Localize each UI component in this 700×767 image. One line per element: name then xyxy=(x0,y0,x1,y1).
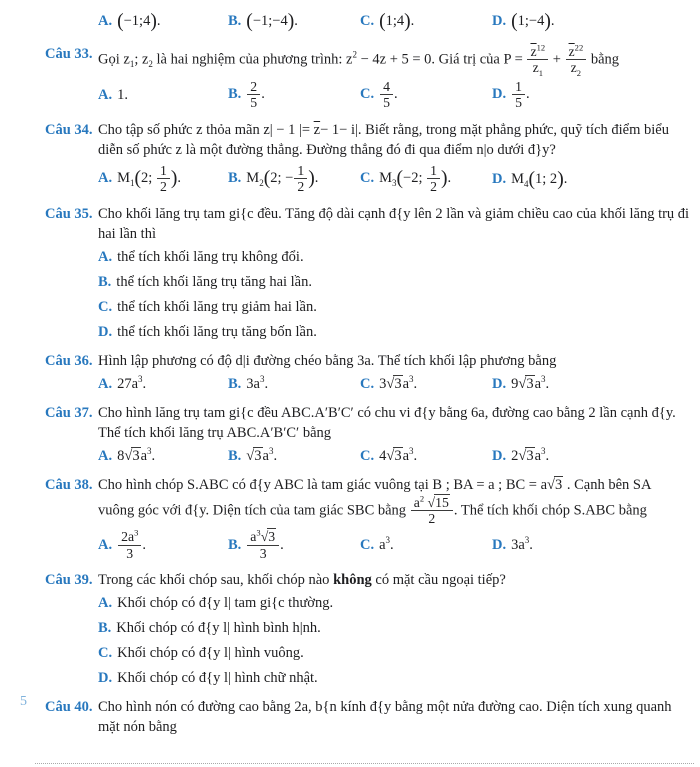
option-c xyxy=(360,163,492,195)
question-37 xyxy=(45,403,690,466)
question-number: Câu 33. xyxy=(45,46,93,62)
option-b xyxy=(228,79,360,111)
page-bottom-divider xyxy=(35,763,694,764)
option-text: $2√3a^3$. xyxy=(511,445,550,464)
question-number: Câu 38. xyxy=(45,476,93,493)
option-text: $M_2(2$; − $\frac{1}{2}$ ). xyxy=(246,162,319,195)
option-text: $\frac{4}{5}$ . xyxy=(379,86,398,102)
question-stem: Gọi $z_1$; $z_2$ là hai nghiệm của phương trình: $z^2 - 4z + 5 = 0$. Giá trị của P = $\frac{\overline{z}^{12}}{z_1}$ + $\frac{\overline{z}^{22}}{z_2}$ bằng xyxy=(98,42,620,79)
option-b xyxy=(98,272,690,292)
option-letter: B. xyxy=(228,13,242,29)
option-letter: C. xyxy=(360,537,375,554)
option-c xyxy=(360,79,492,111)
option-letter: D. xyxy=(492,537,507,554)
question-stem: Trong các khối chóp sau, khối chóp nào không có mặt cầu ngoại tiếp? xyxy=(98,572,506,589)
options-stack xyxy=(98,593,690,688)
question-39 xyxy=(45,570,690,688)
option-d xyxy=(492,169,690,189)
option-d xyxy=(492,374,690,394)
option-letter: D. xyxy=(492,170,507,187)
option-c xyxy=(360,535,492,555)
option-d xyxy=(492,11,690,31)
option-a xyxy=(98,85,228,105)
question-33 xyxy=(45,44,690,111)
option-b xyxy=(98,618,690,638)
options-row xyxy=(98,79,690,111)
option-letter: B. xyxy=(228,86,242,103)
option-text: $9√3a^3$. xyxy=(511,373,550,392)
option-text: Khối chóp có đ{y l| tam gi{c thường. xyxy=(117,595,334,612)
option-letter: D. xyxy=(492,13,507,29)
option-letter: C. xyxy=(98,298,113,315)
option-letter: C. xyxy=(360,447,375,464)
option-b xyxy=(228,529,360,561)
option-text: (−1;4). xyxy=(117,10,161,32)
option-letter: C. xyxy=(360,86,375,103)
option-text: thể tích khối lăng trụ tăng hai lần. xyxy=(116,273,312,290)
option-a xyxy=(98,446,228,466)
option-letter: B. xyxy=(228,447,242,464)
option-letter: A. xyxy=(98,595,113,612)
question-number: Câu 39. xyxy=(45,572,93,589)
option-c xyxy=(98,297,690,317)
option-letter: A. xyxy=(98,86,113,103)
option-d xyxy=(492,79,690,111)
option-letter: B. xyxy=(228,536,242,553)
option-letter: C. xyxy=(98,645,113,662)
option-a xyxy=(98,11,228,31)
option-letter: A. xyxy=(98,536,113,553)
option-c xyxy=(360,11,492,31)
option-text: $M_1(2$; $\frac{1}{2}$ ). xyxy=(117,162,181,195)
option-text: Khối chóp có đ{y l| hình bình h|nh. xyxy=(116,620,321,637)
option-c xyxy=(360,446,492,466)
option-text: $a^3$. xyxy=(379,535,394,554)
options-row xyxy=(98,374,690,394)
option-letter: A. xyxy=(98,447,113,464)
option-d xyxy=(98,322,690,342)
question-stem: Hình lập phương có độ d|i đường chéo bằng 3a. Thể tích khối lập phương bằng xyxy=(98,352,557,369)
page-number: 5 xyxy=(20,694,27,709)
option-letter: D. xyxy=(492,86,507,103)
option-text: $M_4(1$; 2). xyxy=(511,168,568,190)
option-a xyxy=(98,163,228,195)
option-text: 1. xyxy=(117,86,128,103)
option-text: Khối chóp có đ{y l| hình chữ nhật. xyxy=(117,670,318,687)
option-c xyxy=(98,643,690,663)
option-b xyxy=(228,163,360,195)
option-a xyxy=(98,247,690,267)
option-a xyxy=(98,529,228,561)
option-letter: B. xyxy=(98,273,112,290)
option-letter: D. xyxy=(492,375,507,392)
option-b xyxy=(228,11,360,31)
option-text: $27a^3$. xyxy=(117,373,147,392)
option-letter: A. xyxy=(98,375,113,392)
option-letter: A. xyxy=(98,169,113,186)
option-text: $M_3(-2$; $\frac{1}{2}$ ). xyxy=(379,162,452,195)
options-row xyxy=(98,529,690,561)
question-34 xyxy=(45,120,690,195)
option-text: $\frac{2}{5}$ . xyxy=(246,86,265,102)
question-number: Câu 37. xyxy=(45,404,93,421)
option-text: (1;−4). xyxy=(511,10,555,32)
option-b xyxy=(228,446,360,466)
question-number: Câu 40. xyxy=(45,699,93,716)
option-text: Khối chóp có đ{y l| hình vuông. xyxy=(117,645,304,662)
options-row xyxy=(98,446,690,466)
question-number: Câu 34. xyxy=(45,121,93,138)
option-letter: A. xyxy=(98,248,113,265)
option-letter: D. xyxy=(492,447,507,464)
question-40 xyxy=(45,697,690,737)
question-38 xyxy=(45,475,690,562)
question-stem: Cho hình nón có đường cao bằng 2a, b{n kính đ{y bằng một nửa đường cao. Diện tích xung quanh mặt nón bằng xyxy=(98,699,672,736)
option-d xyxy=(492,535,690,555)
question-36 xyxy=(45,351,690,394)
options-row xyxy=(98,163,690,195)
option-text: $3√3a^3$. xyxy=(379,373,418,392)
option-text: (−1;−4). xyxy=(246,10,298,32)
option-text: thể tích khối lăng trụ tăng bốn lần. xyxy=(117,323,317,340)
question-number: Câu 36. xyxy=(45,352,93,369)
option-d xyxy=(492,446,690,466)
option-text: $4√3a^3$. xyxy=(379,445,418,464)
prev-question-options-row xyxy=(98,11,690,31)
option-b xyxy=(228,374,360,394)
question-stem: Cho tập số phức z thỏa mãn z| − 1 |= $\overline{z}- 1- i|$. Biết rằng, trong mặt phẳng phức, quỹ tích điểm biểu diễn số phức z là một đường thẳng. Đường thẳng đó đi qua điểm n|o dưới đ}y? xyxy=(98,121,669,158)
question-stem: Cho khối lăng trụ tam gi{c đều. Tăng độ dài cạnh đ{y lên 2 lần và giảm chiều cao của khối lăng trụ đi hai lần thì xyxy=(98,205,690,242)
option-letter: A. xyxy=(98,13,113,29)
option-letter: C. xyxy=(360,13,375,29)
option-c xyxy=(360,374,492,394)
option-text: (1;4). xyxy=(379,10,415,32)
option-a xyxy=(98,374,228,394)
option-letter: B. xyxy=(98,620,112,637)
option-d xyxy=(98,668,690,688)
option-text: thể tích khối lăng trụ không đổi. xyxy=(117,248,304,265)
option-letter: D. xyxy=(98,323,113,340)
question-35 xyxy=(45,204,690,342)
question-number: Câu 35. xyxy=(45,205,93,222)
option-text: $3a^3$. xyxy=(246,373,269,392)
option-letter: D. xyxy=(98,670,113,687)
option-text: $\frac{1}{5}$ . xyxy=(511,86,530,102)
question-stem: Cho hình chóp S.ABC có đ{y ABC là tam giác vuông tại B ; BA = a ; BC = a√3 . Cạnh bên SA vuông góc với đ{y. Diện tích của tam giác SBC bằng $\frac{a^2 √15}{2}$ . Thể tích khối chóp S.ABC bằng xyxy=(98,476,651,526)
options-stack xyxy=(98,247,690,342)
option-text: thể tích khối lăng trụ giảm hai lần. xyxy=(117,298,317,315)
option-text: $\frac{2a^3}{3}$ . xyxy=(117,537,146,553)
option-text: $\frac{a^3√3}{3}$ . xyxy=(246,537,283,553)
option-text: $√3a^3$. xyxy=(246,445,278,464)
option-letter: B. xyxy=(228,375,242,392)
option-text: $8√3a^3$. xyxy=(117,445,156,464)
option-letter: C. xyxy=(360,169,375,186)
option-a xyxy=(98,593,690,613)
question-stem: Cho hình lăng trụ tam gi{c đều ABC.A′B′C′ có chu vi đ{y bằng 6a, đường cao bằng 2 lần cạnh đ{y. Thể tích khối lăng trụ ABC.A′B′C′ bằng xyxy=(98,404,676,441)
option-text: $3a^3$. xyxy=(511,535,533,554)
option-letter: B. xyxy=(228,169,242,186)
option-letter: C. xyxy=(360,375,375,392)
